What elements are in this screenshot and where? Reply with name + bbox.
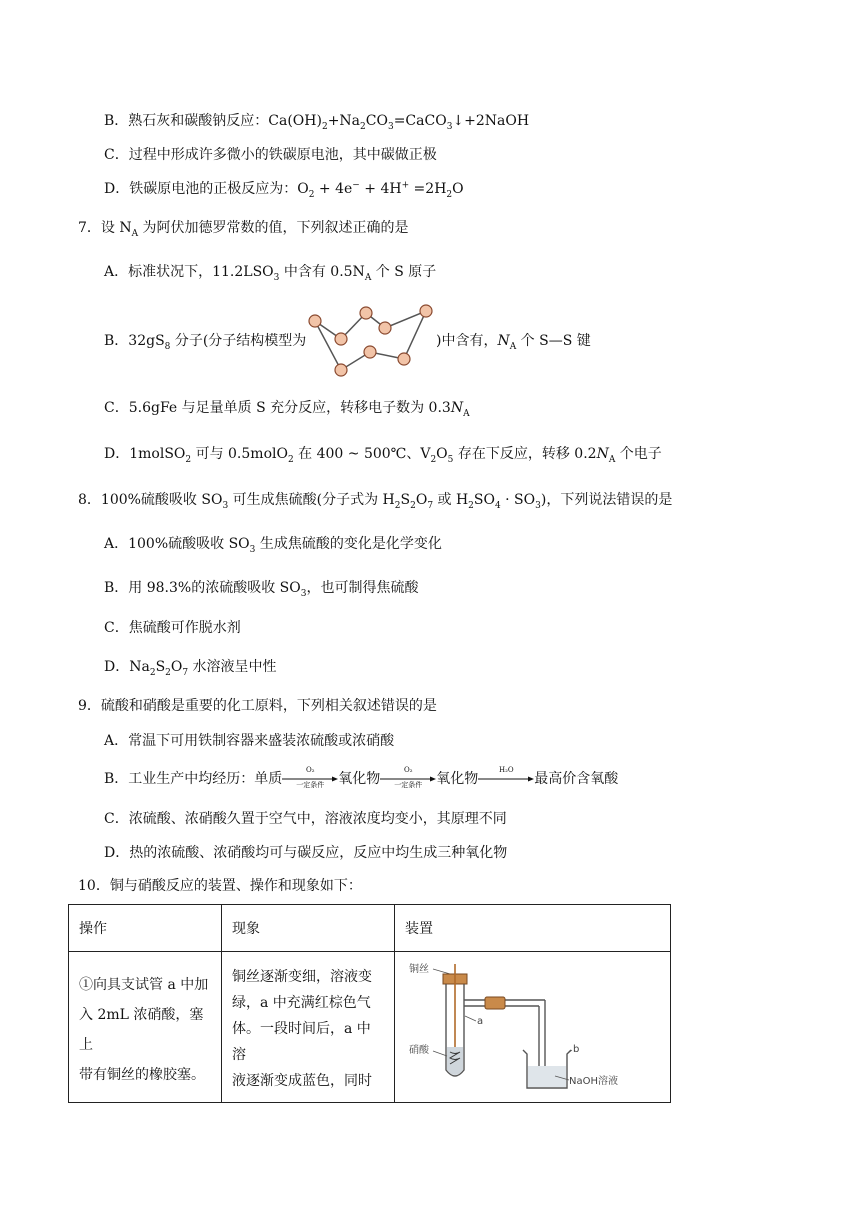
label-beaker-b: b bbox=[573, 1044, 580, 1055]
q7-option-a: A．标准状况下，$11.2LSO_3$ 中含有 $0.5N_A$ 个 S 原子 bbox=[104, 264, 437, 283]
q10-stem: 10．铜与硝酸反应的装置、操作和现象如下： bbox=[78, 878, 362, 894]
s8-molecule-model bbox=[306, 302, 440, 380]
label-naoh-solution: NaOH溶液 bbox=[569, 1076, 618, 1087]
cell-apparatus bbox=[395, 952, 671, 1103]
label-tube-a: a bbox=[477, 1016, 484, 1027]
q9-option-a: A．常温下可用铁制容器来盛装浓硫酸或浓硝酸 bbox=[104, 733, 395, 749]
reaction-arrow-2: O₂ 一定条件 bbox=[380, 769, 436, 789]
q8-option-c: C．焦硫酸可作脱水剂 bbox=[104, 620, 241, 636]
q6-option-b: B．熟石灰和碳酸钠反应：$Ca(OH)_2+Na_2CO_3=CaCO_3↓+2NaOH$ bbox=[104, 113, 530, 132]
q7-option-c: C．5.6gFe 与足量单质 S 充分反应，转移电子数为 $0.3N_A$ bbox=[104, 400, 470, 419]
cell-operation: ①向具支试管 a 中加 入 2mL 浓硝酸，塞上 带有铜丝的橡胶塞。 bbox=[69, 952, 222, 1103]
label-copper-wire: 铜丝 bbox=[409, 964, 429, 975]
q9-option-d: D．热的浓硫酸、浓硝酸均可与碳反应，反应中均生成三种氧化物 bbox=[104, 845, 508, 861]
q8-option-d: D．$Na_2S_2O_7$ 水溶液呈中性 bbox=[104, 659, 277, 678]
q9-option-b: B．工业生产中均经历：单质 O₂ 一定条件 氧化物 O₂ 一定条件 氧化物 H₂O 最高价含氧酸 bbox=[104, 766, 619, 789]
q9-option-c: C．浓硫酸、浓硝酸久置于空气中，溶液浓度均变小，其原理不同 bbox=[104, 811, 507, 827]
q8-option-b: B．用 98.3%的浓硫酸吸收 $SO_3$，也可制得焦硫酸 bbox=[104, 580, 419, 599]
header-operation: 操作 bbox=[69, 905, 222, 952]
reaction-arrow-1: O₂ 一定条件 bbox=[282, 769, 338, 789]
header-phenomenon: 现象 bbox=[222, 905, 395, 952]
q10-table bbox=[68, 904, 671, 1103]
q7-stem: 7．设 $N_A$ 为阿伏加德罗常数的值，下列叙述正确的是 bbox=[78, 220, 409, 239]
label-nitric-acid: 硝酸 bbox=[409, 1045, 429, 1056]
reaction-arrow-3: H₂O bbox=[478, 769, 534, 789]
q8-option-a: A．100%硫酸吸收 $SO_3$ 生成焦硫酸的变化是化学变化 bbox=[104, 536, 442, 555]
q6-option-c: C．过程中形成许多微小的铁碳原电池，其中碳做正极 bbox=[104, 147, 437, 163]
apparatus-diagram bbox=[395, 952, 670, 1098]
cell-phenomenon: 铜丝逐渐变细，溶液变 绿，a 中充满红棕色气 体。一段时间后，a 中溶 液逐渐变成蓝色，同时 bbox=[222, 952, 395, 1103]
q8-stem: 8．100%硫酸吸收 $SO_3$ 可生成焦硫酸(分子式为 $H_2S_2O_7$ 或 $H_2SO_4 \cdot SO_3$)，下列说法错误的是 bbox=[78, 492, 673, 511]
q9-stem: 9．硫酸和硝酸是重要的化工原料，下列相关叙述错误的是 bbox=[78, 698, 437, 714]
q7-option-b-pre: B．$32gS_8$ 分子(分子结构模型为 bbox=[104, 333, 307, 352]
q7-option-d: D．1molSO$_2$ 可与 0.5molO$_2$ 在 400 ~ 500℃、$V_2O_5$ 存在下反应，转移 $0.2N_A$ 个电子 bbox=[104, 446, 662, 465]
q6-option-d: D．铁碳原电池的正极反应为：$O_2 + 4e^- + 4H^+ =2H_2O$ bbox=[104, 180, 464, 200]
q7-option-b-post: )中含有，$N_A$ 个 S—S 键 bbox=[436, 333, 591, 352]
header-apparatus: 装置 bbox=[395, 905, 671, 952]
